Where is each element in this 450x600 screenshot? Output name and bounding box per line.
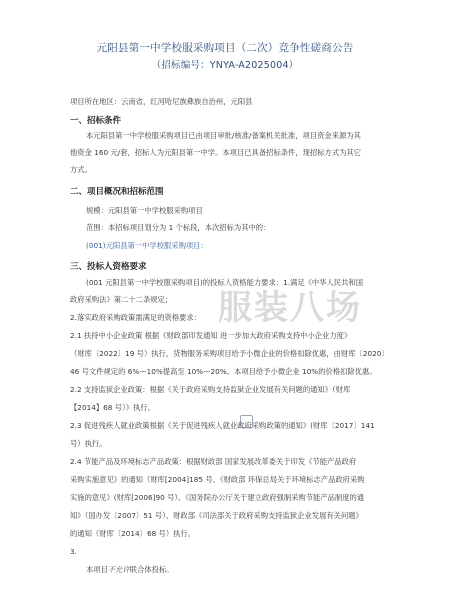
lot-line: (001)元阳县第一中学校服采购项目： — [86, 241, 208, 250]
paragraph-line: 范围：本招标项目划分为 1 个标段，本次招标为其中的： — [86, 223, 271, 232]
paragraph-line: 46 号文件规定的 6%—10%提高至 10%—20%。本项目给予小微企业 10%的价格扣除优惠。 — [70, 367, 377, 376]
paragraph-line: 的通知（财库〔2014〕68 号）执行。 — [70, 529, 196, 538]
paragraph-line: 政府采购法》第二十二条规定； — [70, 295, 173, 304]
section-3-heading: 三、投标人资格要求 — [70, 262, 147, 272]
paragraph-line: （财库〔2022〕19 号）执行，货物服务采购项目给予小微企业的价格扣除优惠，由财库〔2020〕 — [70, 349, 389, 358]
paragraph-line: 采购实施意见》的通知（财库[2004]185 号、《财政部 环保总局关于环境标志产品政府采购 — [70, 475, 365, 484]
paragraph-line: 实施的意见》(财库[2006]90 号）、《国务院办公厅关于建立政府强制采购节能产品制度的通 — [70, 493, 365, 502]
paragraph-line: 知》（国办发〔2007〕51 号）、财政部《司法部关于政府采购支持监狱企业发展有关问题》 — [70, 511, 363, 520]
paragraph-line: 号）执行。 — [70, 439, 107, 448]
paragraph-line: 规模：元阳县第一中学校服采购项目 — [86, 206, 203, 215]
consortium-line: 本项目不允许联合体投标。 — [86, 565, 174, 574]
paragraph-line: 2.1 扶持中小企业政策 根据《财政部印发通知 进一步加大政府采购支持中小企业力度》 — [70, 331, 352, 340]
document-subtitle: （招标编号：YNYA-A2025004） — [151, 60, 299, 71]
paragraph-line: 2.2 支持监狱企业政策：根据《关于政府采购支持监狱企业发展有关问题的通知》（财库 — [70, 385, 351, 394]
section-2-heading: 二、项目概况和招标范围 — [70, 187, 164, 197]
paragraph-line: 本元阳县第一中学校服采购项目已由项目审批/核准/备案机关批准，项目资金来源为其 — [86, 131, 361, 140]
paragraph-line: 2.3 促进残疾人就业政策根据《关于促进残疾人就业政府采购政策的通知》(财库〔2017〕141 — [70, 421, 375, 430]
paragraph-line: 3. — [70, 547, 77, 556]
document-title: 元阳县第一中学校服采购项目（二次）竞争性磋商公告 — [96, 42, 354, 54]
paragraph-line: 他资金 160 元/套，招标人为元阳县第一中学。本项目已具备招标条件，现招标方式为其它 — [70, 148, 362, 157]
paragraph-line: 方式。 — [70, 165, 92, 174]
section-1-heading: 一、招标条件 — [70, 116, 122, 126]
paragraph-line: (001 元阳县第一中学校服采购项目)的投标人资格能力要求：1.满足《中华人民共和国 — [86, 278, 363, 287]
paragraph-line: 2.落实政府采购政策需满足的资格要求： — [70, 313, 202, 322]
paragraph-line: 2.4 节能产品及环境标志产品政策：根据财政部 国家发展改革委关于印发《节能产品政府 — [70, 457, 357, 466]
watermark-text: 服装八场 — [218, 288, 362, 328]
paragraph-line: 【2014】68 号）》执行。 — [70, 403, 155, 412]
stamp-icon — [240, 415, 253, 428]
project-location: 项目所在地区：云南省，红河哈尼族彝族自治州，元阳县 — [70, 97, 253, 106]
